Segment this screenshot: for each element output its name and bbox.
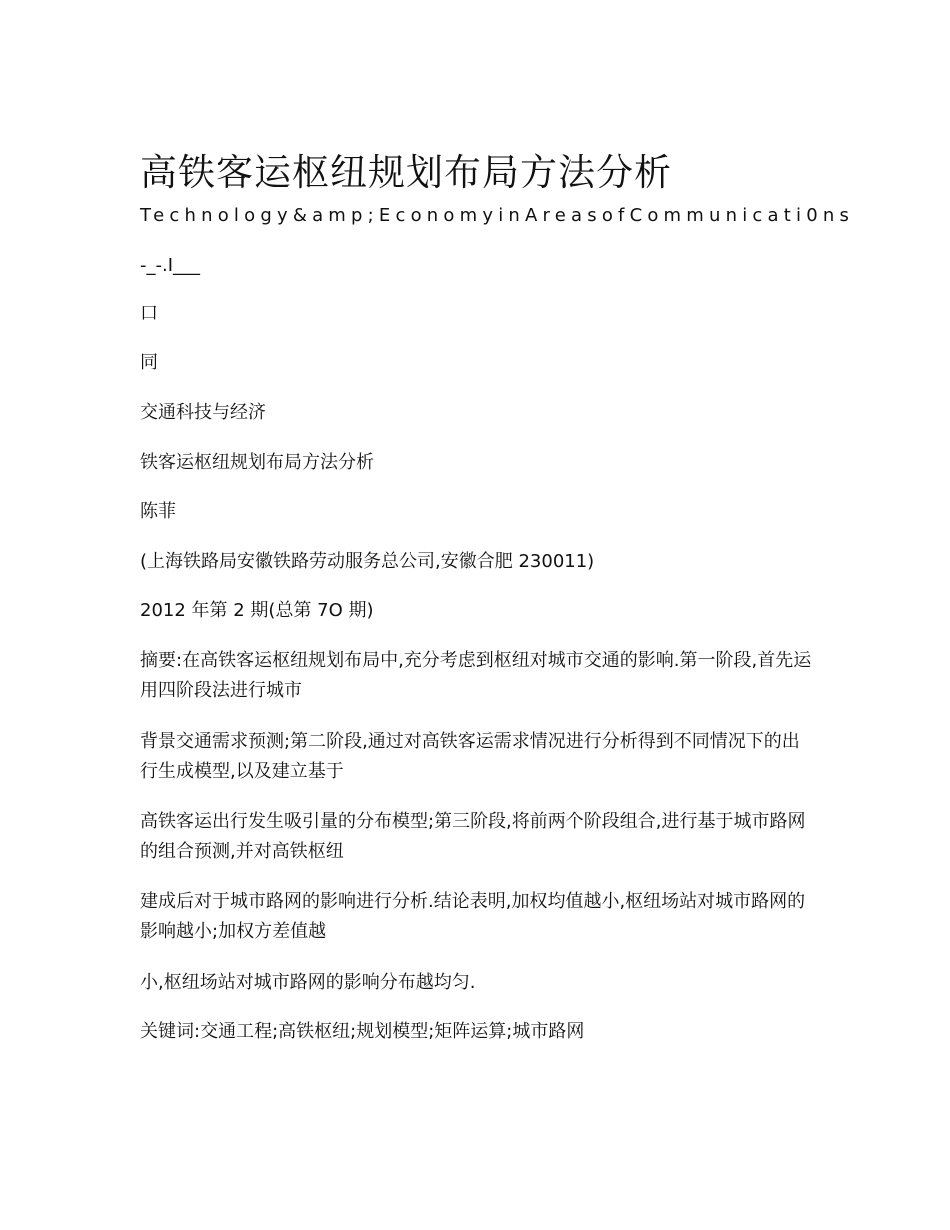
abstract-paragraph-1: 摘要:在高铁客运枢纽规划布局中,充分考虑到枢纽对城市交通的影响.第一阶段,首先运用四阶段法进行城市 <box>140 650 812 701</box>
document-page <box>140 0 855 1230</box>
journal-chinese-name: 交通科技与经济 <box>140 402 266 423</box>
keywords: 关键词:交通工程;高铁枢纽;规划模型;矩阵运算;城市路网 <box>140 1021 585 1042</box>
abstract-paragraph-2: 背景交通需求预测;第二阶段,通过对高铁客运需求情况进行分析得到不同情况下的出行生成模型,以及建立基于 <box>140 731 800 782</box>
abstract-paragraph-5: 小,枢纽场站对城市路网的影响分布越均匀. <box>140 972 476 993</box>
author-affiliation: (上海铁路局安徽铁路劳动服务总公司,安徽合肥 230011) <box>140 551 595 572</box>
document-title: 高铁客运枢纽规划布局方法分析 <box>140 150 672 194</box>
garbled-mark: -_-.I___ <box>140 255 201 276</box>
author-name: 陈菲 <box>140 501 176 522</box>
issue-info: 2012 年第 2 期(总第 7O 期) <box>140 600 374 621</box>
article-title: 铁客运枢纽规划布局方法分析 <box>140 452 374 473</box>
abstract-paragraph-3: 高铁客运出行发生吸引量的分布模型;第三阶段,将前两个阶段组合,进行基于城市路网的组合预测,并对高铁枢纽 <box>140 811 806 862</box>
same-character: 同 <box>140 352 158 373</box>
journal-english-name: Technology&amp;EconomyinAreasofCommunicati0ns <box>140 205 855 226</box>
abstract-paragraph-4: 建成后对于城市路网的影响进行分析.结论表明,加权均值越小,枢纽场站对城市路网的影响越小;加权方差值越 <box>140 891 806 942</box>
box-character: 口 <box>140 303 158 324</box>
